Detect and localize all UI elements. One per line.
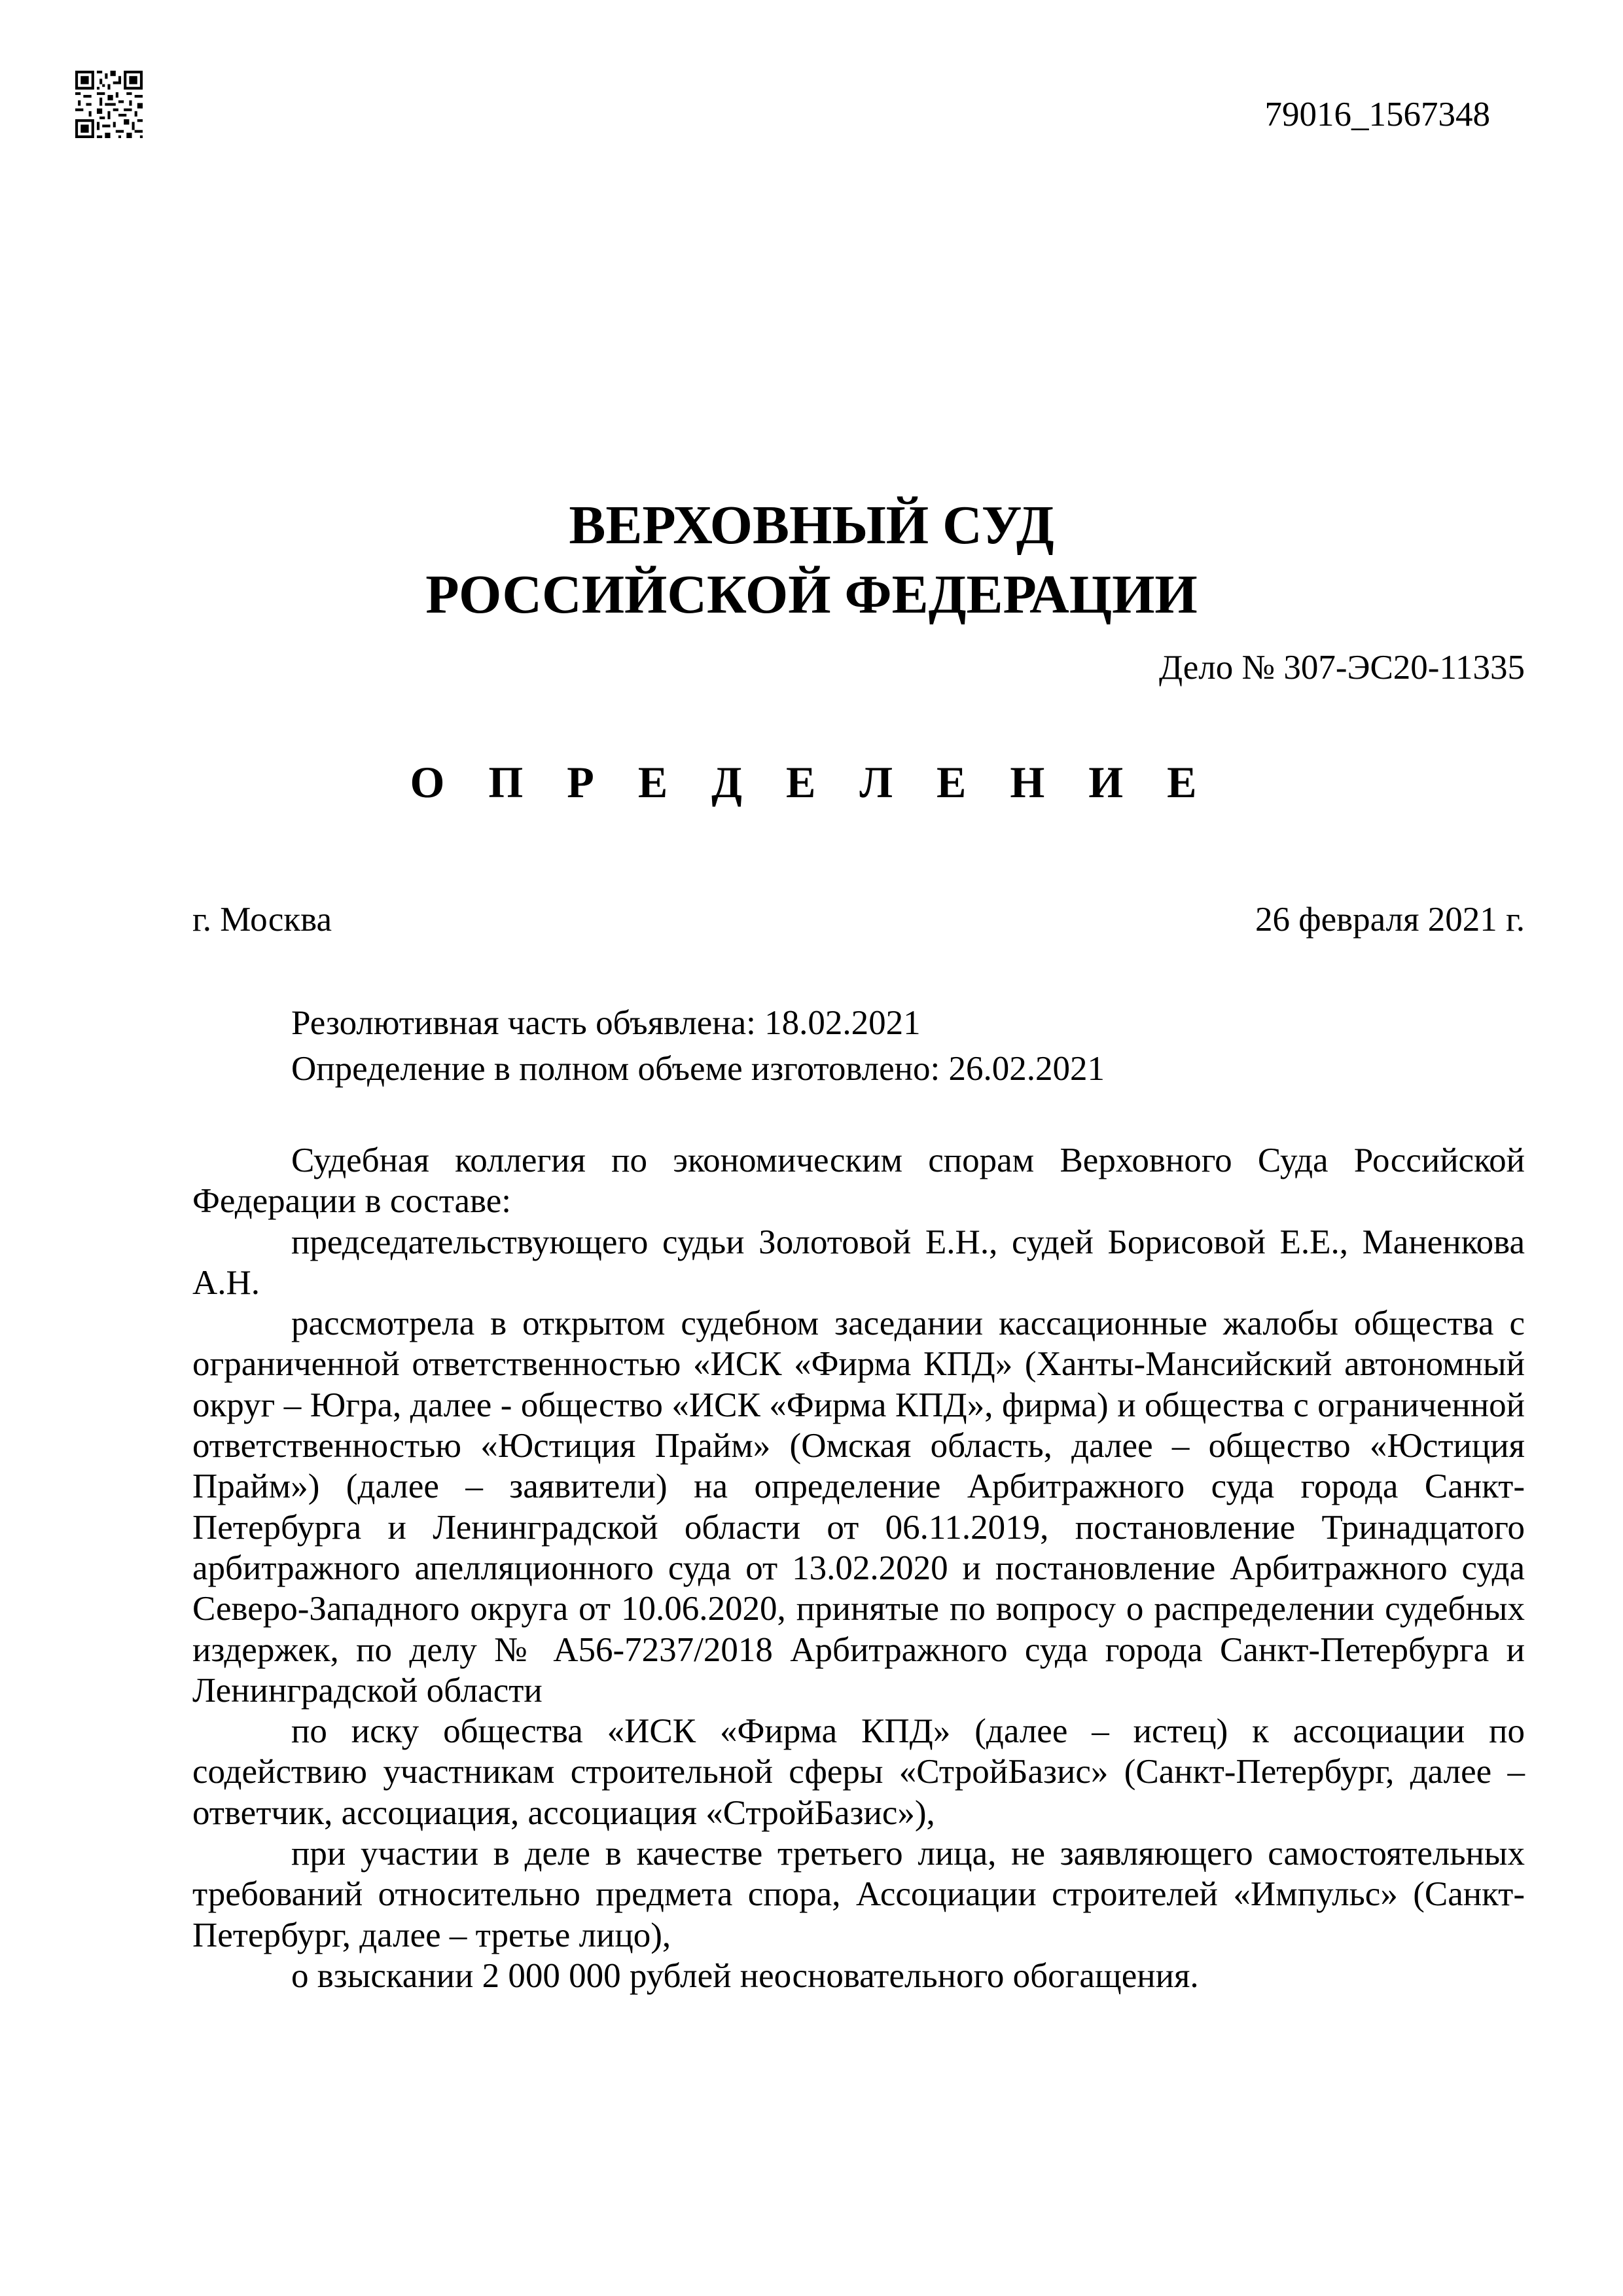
court-name-line-2: РОССИЙСКОЙ ФЕДЕРАЦИИ [425, 564, 1198, 625]
paragraph-claim: по иску общества «ИСК «Фирма КПД» (далее – истец) к ассоциации по содействию участникам строительной сферы «СтройБазис» (Санкт-Петербург, далее – ответчик, ассоциация, ассоциация «СтройБазис»), [192, 1712, 1525, 1832]
full-text-prepared: Определение в полном объеме изготовлено: 26.02.2021 [291, 1050, 1105, 1088]
case-number: Дело № 307-ЭС20-11335 [1158, 649, 1525, 687]
paragraph-considered: рассмотрела в открытом судебном заседании кассационные жалобы общества с ограниченной ответственностью «ИСК «Фирма КПД» (Ханты-Мансийский автономный округ – Югра, далее - общество «ИСК «Фирма КПД», фирма) и общества с ограниченной ответственностью «Юстиция Прайм» (Омская область, далее – общество «Юстиция Прайм») (далее – заявители) на определение Арбитражного суда города Санкт-Петербурга и Ленинградской области от 06.11.2019, постановление Тринадцатого арбитражного апелляционного суда от 13.02.2020 и постановление Арбитражного суда Северо-Западного округа от 10.06.2020, принятые по вопросу о распределении судебных издержек, по делу № А56-7237/2018 Арбитражного суда города Санкт-Петербурга и Ленинградской области [192, 1304, 1525, 1710]
qr-code-icon [75, 71, 143, 138]
resolution-announced: Резолютивная часть объявлена: 18.02.2021 [291, 1004, 921, 1042]
document-body [192, 1140, 1525, 1996]
paragraph-recovery: о взыскании 2 000 000 рублей неосновательного обогащения. [291, 1956, 1199, 1995]
decision-meta [291, 1000, 1105, 1092]
place: г. Москва [192, 901, 332, 939]
court-name [0, 491, 1623, 630]
paragraph-collegium: Судебная коллегия по экономическим спорам Верховного Суда Российской Федерации в составе: [192, 1141, 1525, 1221]
court-name-line-1: ВЕРХОВНЫЙ СУД [569, 495, 1054, 556]
paragraph-third-party: при участии в деле в качестве третьего лица, не заявляющего самостоятельных требований относительно предмета спора, Ассоциации строителей «Импульс» (Санкт-Петербург, далее – третье лицо), [192, 1835, 1525, 1954]
paragraph-judges: председательствующего судьи Золотовой Е.Н., судей Борисовой Е.Е., Маненкова А.Н. [192, 1223, 1525, 1302]
document-date: 26 февраля 2021 г. [1255, 901, 1525, 939]
document-id: 79016_1567348 [1264, 96, 1490, 134]
document-type-heading: О П Р Е Д Е Л Е Н И Е [410, 757, 1213, 807]
